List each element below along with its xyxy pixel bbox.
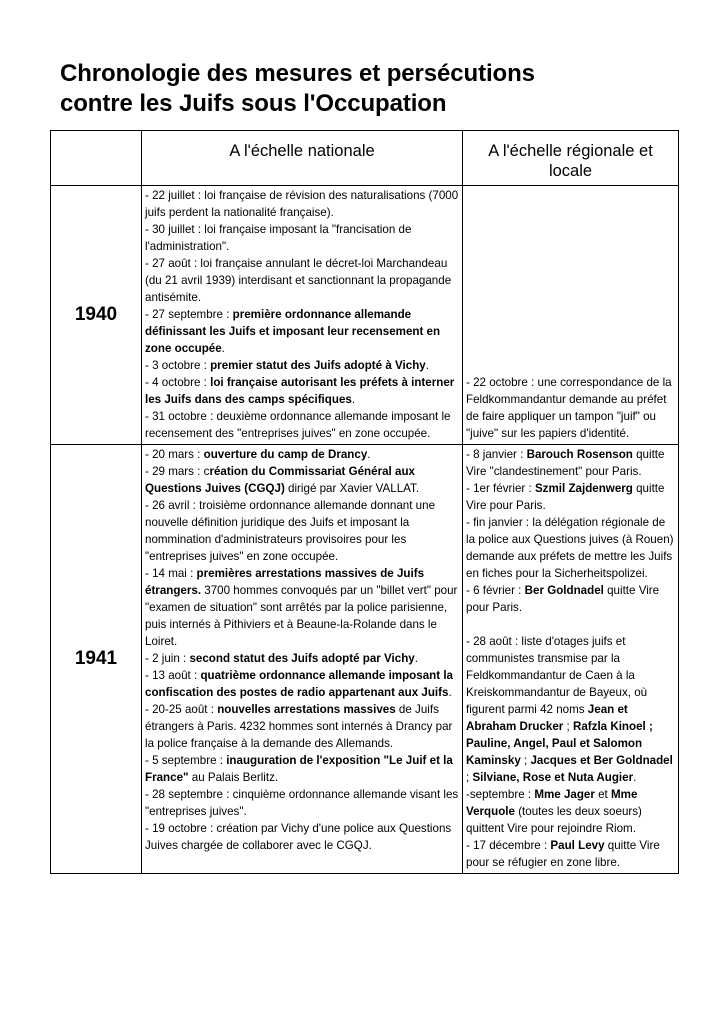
regional-cell: [463, 445, 679, 874]
entry-text: .: [633, 771, 637, 784]
national-cell: [142, 186, 463, 445]
entry-text: - 6 février :: [466, 584, 525, 597]
chronology-entry: [466, 837, 675, 871]
chronology-entry: [466, 446, 675, 480]
entry-text: - 27 septembre :: [145, 308, 233, 321]
year-cell: 1940: [51, 186, 142, 445]
chronology-entry: [145, 255, 459, 306]
chronology-entry: [145, 650, 459, 667]
chronology-entry: [145, 752, 459, 786]
entry-text: - 13 août :: [145, 669, 201, 682]
entry-emphasis: réation du Commissariat Général aux Questions Juives (CGQJ): [145, 465, 415, 495]
entry-emphasis: Paul Levy: [550, 839, 605, 852]
entry-text: - 17 décembre :: [466, 839, 551, 852]
chronology-entry: [145, 497, 459, 565]
entry-emphasis: ouverture du camp de Drancy: [203, 448, 368, 461]
entry-emphasis: premier statut des Juifs adopté à Vichy: [210, 359, 426, 372]
entry-text: - 2 juin :: [145, 652, 190, 665]
entry-text: - 4 octobre :: [145, 376, 211, 389]
entry-emphasis: Silviane, Rose et Nuta Augier: [472, 771, 634, 784]
entry-text: .: [425, 359, 429, 372]
title-line-2: contre les Juifs sous l'Occupation: [60, 90, 447, 117]
entry-text: - 1er février :: [466, 482, 535, 495]
entry-text: - 20-25 août :: [145, 703, 218, 716]
entry-emphasis: Rafzla Kinoel ; Pauline, Angel, Paul et Salomon Kaminsky: [466, 720, 653, 767]
chronology-entry: [145, 357, 459, 374]
year-cell: 1941: [51, 445, 142, 874]
entry-text: - 22 juillet : loi française de révision des naturalisations (7000 juifs perdent la nationalité française).: [145, 189, 459, 219]
entry-text: 3700 hommes convoqués par un "billet vert" pour "examen de situation" sont arrêtés par la police parisienne, puis internés à Pithiviers et à Beaune-la-Rolande dans le Loiret.: [145, 584, 458, 648]
chronology-entry: [466, 582, 675, 616]
entry-emphasis: Szmil Zajdenwerg: [534, 482, 633, 495]
entry-emphasis: inauguration de l'exposition "Le Juif et la France": [145, 754, 453, 784]
entry-text: ;: [466, 771, 473, 784]
chronology-entry: [145, 820, 459, 854]
page-title: [60, 59, 535, 119]
header-regional: A l'échelle régionale et locale: [463, 131, 679, 186]
chronology-entry: [145, 446, 459, 463]
entry-emphasis: loi française autorisant les préfets à interner les Juifs dans des camps spécifiques: [145, 376, 455, 406]
header-national: A l'échelle nationale: [142, 131, 463, 186]
entry-text: - 28 août : liste d'otages juifs et communistes transmise par la Feldkommandantur de Caen à la Kreiskommandantur de Bayeux, où figurent parmi 42 noms: [466, 635, 648, 716]
chronology-entry: [145, 667, 459, 701]
entry-text: - 8 janvier :: [466, 448, 527, 461]
table-header-row: [51, 131, 679, 186]
chronology-entry: [145, 786, 459, 820]
chronology-entry: [145, 463, 459, 497]
entry-text: .: [221, 342, 225, 355]
entry-text: - 31 octobre : deuxième ordonnance allemande imposant le recensement des "entreprises juives" en zone occupée.: [145, 410, 451, 440]
entry-text: - 19 octobre : création par Vichy d'une police aux Questions Juives chargée de collaborer avec le CGQJ.: [145, 822, 452, 852]
entry-text: .: [367, 448, 371, 461]
entry-emphasis: Mme Verquole: [466, 788, 638, 818]
entry-text: et: [594, 788, 612, 801]
entry-text: .: [351, 393, 356, 406]
title-line-1: Chronologie des mesures et persécutions: [60, 60, 535, 87]
chronology-table: [50, 130, 679, 874]
chronology-entry: [145, 701, 459, 752]
entry-emphasis: second statut des Juifs adopté par Vichy: [189, 652, 415, 665]
entry-emphasis: première ordonnance allemande définissant les Juifs et imposant leur recensement en zone occupée: [145, 308, 441, 355]
chronology-entry: [466, 480, 675, 514]
chronology-entry: [145, 565, 459, 650]
header-year-column: [51, 131, 142, 186]
chronology-entry: [145, 187, 459, 221]
chronology-entry: [145, 306, 459, 357]
entry-emphasis: Barouch Rosenson: [526, 448, 633, 461]
entry-text: - 14 mai :: [145, 567, 197, 580]
chronology-entry: [466, 616, 675, 633]
entry-text: .: [448, 686, 452, 699]
entry-text: - 27 août : loi française annulant le décret-loi Marchandeau (du 21 avril 1939) interdisant et sanctionnant la propagande antisémite.: [145, 257, 452, 304]
entry-text: dirigé par Xavier VALLAT.: [284, 482, 420, 495]
entry-text: .: [414, 652, 418, 665]
entry-text: (toutes les deux soeurs) quittent Vire pour rejoindre Riom.: [466, 805, 642, 835]
chronology-entry: [466, 633, 675, 786]
table-row-1941: [51, 445, 679, 874]
entry-emphasis: Jean et Abraham Drucker: [466, 703, 628, 733]
chronology-entry: [466, 374, 675, 442]
entry-text: quitte Vire pour se réfugier en zone libre.: [466, 839, 660, 869]
entry-text: quitte Vire pour Paris.: [466, 584, 660, 614]
regional-cell: [463, 186, 679, 445]
entry-emphasis: quatrième ordonnance allemande imposant la confiscation des postes de radio appartenant aux Juifs: [145, 669, 453, 699]
table-row-1940: [51, 186, 679, 445]
entry-text: - 26 avril : troisième ordonnance allemande donnant une nouvelle définition juridique des Juifs et imposant la nommination d'administrateurs provisoires pour les "entreprises juives" en zone occupée.: [145, 499, 436, 563]
entry-text: - 28 septembre : cinquième ordonnance allemande visant les "entreprises juives".: [145, 788, 459, 818]
entry-text: quitte Vire "clandestinement" pour Paris.: [466, 448, 665, 478]
entry-text: -septembre :: [466, 788, 535, 801]
entry-text: au Palais Berlitz.: [188, 771, 279, 784]
entry-text: - 30 juillet : loi française imposant la "francisation de l'administration".: [145, 223, 412, 253]
entry-text: ;: [520, 754, 531, 767]
entry-text: - 20 mars :: [145, 448, 204, 461]
entry-text: ;: [563, 720, 573, 733]
national-cell: [142, 445, 463, 874]
entry-text: - 3 octobre :: [145, 359, 211, 372]
chronology-entry: [145, 374, 459, 408]
entry-text: de Juifs étrangers à Paris. 4232 hommes sont internés à Drancy par la police française à la demande des Allemands.: [145, 703, 453, 750]
chronology-entry: [466, 514, 675, 582]
entry-emphasis: nouvelles arrestations massives: [217, 703, 396, 716]
chronology-entry: [466, 786, 675, 837]
chronology-entry: [145, 221, 459, 255]
entry-emphasis: Mme Jager: [534, 788, 595, 801]
entry-text: - 5 septembre :: [145, 754, 227, 767]
chronology-entry: [145, 408, 459, 442]
entry-emphasis: premières arrestations massives de Juifs étrangers.: [145, 567, 425, 597]
entry-text: quitte Vire pour Paris.: [466, 482, 665, 512]
entry-text: - fin janvier : la délégation régionale de la police aux Questions juives (à Rouen) demande aux préfets de mettre les Juifs en fiches pour la Sicherheitspolizei.: [466, 516, 674, 580]
entry-emphasis: Ber Goldnadel: [524, 584, 604, 597]
entry-text: - 29 mars : c: [145, 465, 210, 478]
entry-emphasis: Jacques et Ber Goldnadel: [530, 754, 673, 767]
entry-text: - 22 octobre : une correspondance de la Feldkommandantur demande au préfet de faire appliquer un tampon "juif" ou "juive" sur les papiers d'identité.: [466, 376, 672, 440]
